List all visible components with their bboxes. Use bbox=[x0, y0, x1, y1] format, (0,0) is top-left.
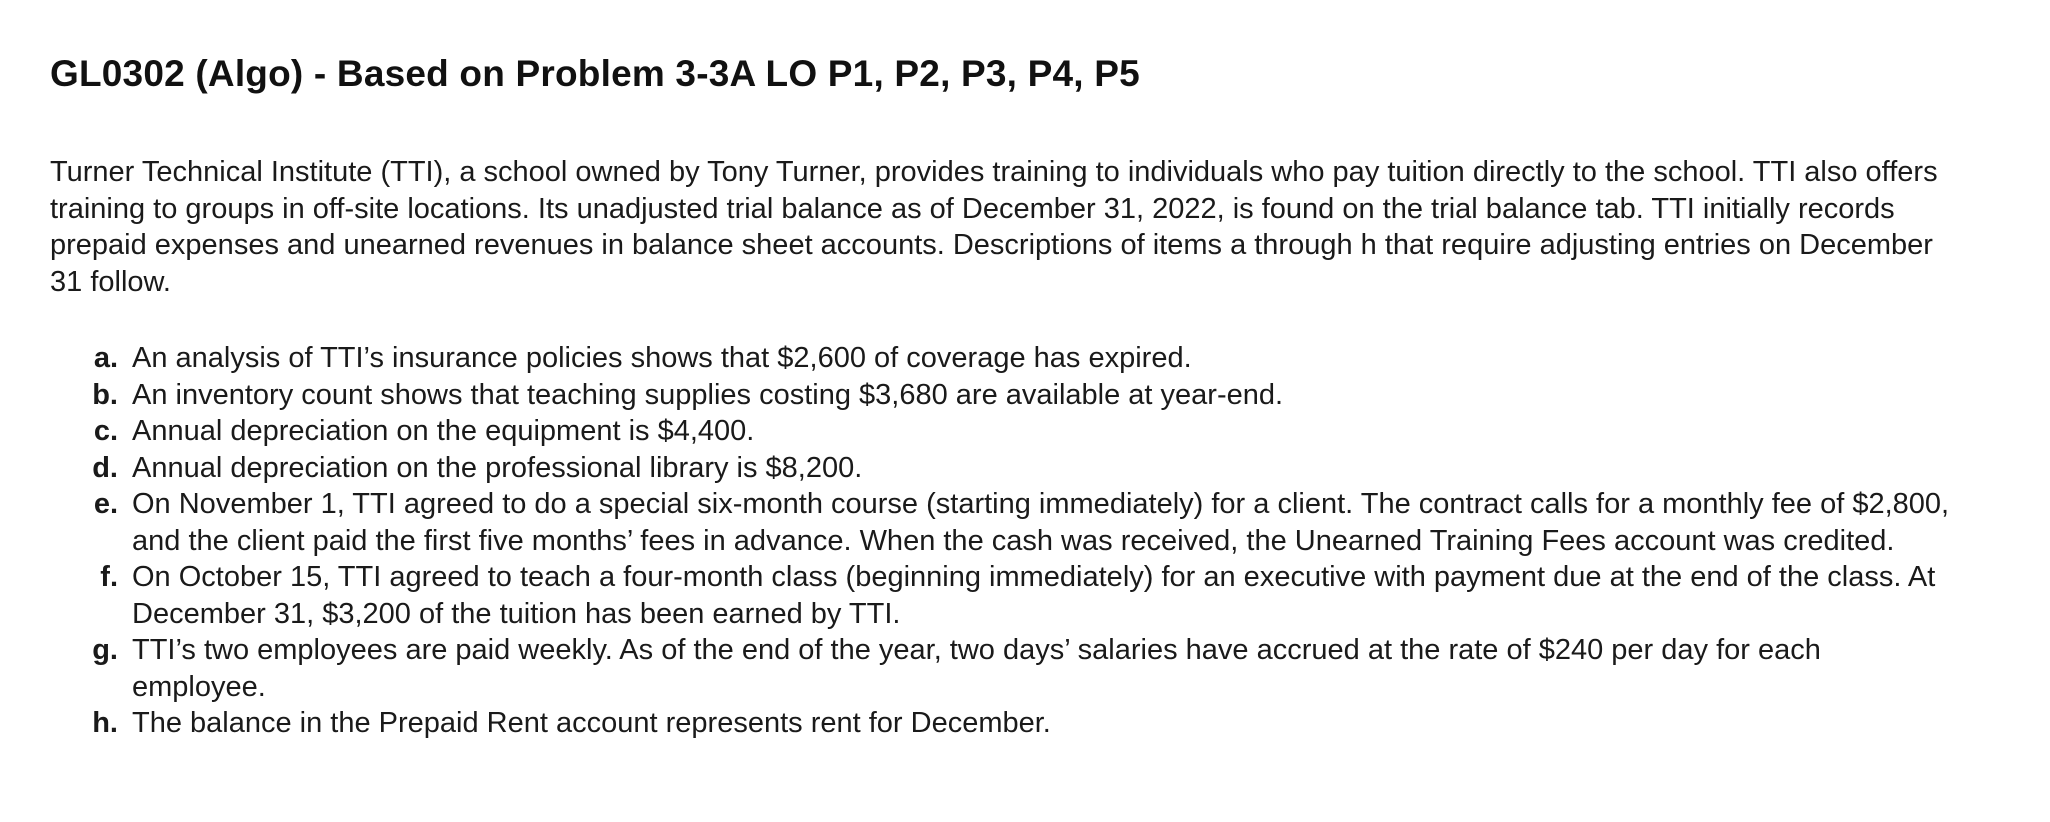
list-item bbox=[50, 450, 1980, 487]
item-letter: d. bbox=[92, 451, 118, 484]
list-item bbox=[50, 705, 1980, 742]
list-item bbox=[50, 486, 1980, 559]
item-letter: b. bbox=[92, 378, 118, 411]
item-text: Annual depreciation on the equipment is $4,400. bbox=[132, 415, 755, 447]
item-text: An inventory count shows that teaching supplies costing $3,680 are available at year-end. bbox=[132, 378, 1284, 411]
adjustment-items-list bbox=[50, 340, 1980, 742]
list-item bbox=[50, 377, 1980, 414]
intro-paragraph: Turner Technical Institute (TTI), a school owned by Tony Turner, provides training to individuals who pay tuition directly to the school. TTI also offers training to groups in off-site locations. Its unadjusted trial balance as of December 31, 2022, is found on the trial balance tab. TTI initially records prepaid expenses and unearned revenues in balance sheet accounts. Descriptions of items a through h that require adjusting entries on December 31 follow. bbox=[50, 156, 1938, 298]
list-item bbox=[50, 413, 1980, 450]
list-item bbox=[50, 340, 1980, 377]
item-letter: c. bbox=[93, 415, 118, 447]
problem-document bbox=[50, 52, 1980, 742]
list-item bbox=[50, 559, 1980, 632]
item-text: An analysis of TTI’s insurance policies shows that $2,600 of coverage has expired. bbox=[132, 342, 1192, 374]
page-title: GL0302 (Algo) - Based on Problem 3-3A LO P1, P2, P3, P4, P5 bbox=[50, 53, 1140, 94]
item-text: On November 1, TTI agreed to do a special six-month course (starting immediately) for a client. The contract calls for a monthly fee of $2,800, and the client paid the first five months’ fees in advance. When the cash was received, the Unearned Training Fees account was credited. bbox=[132, 488, 1950, 557]
list-item bbox=[50, 632, 1980, 705]
item-text: TTI’s two employees are paid weekly. As of the end of the year, two days’ salaries have accrued at the rate of $240 per day for each employee. bbox=[132, 634, 1821, 703]
item-letter: e. bbox=[93, 488, 118, 520]
item-letter: f. bbox=[100, 561, 118, 593]
item-text: On October 15, TTI agreed to teach a four-month class (beginning immediately) for an executive with payment due at the end of the class. At December 31, $3,200 of the tuition has been earned by TTI. bbox=[132, 561, 1936, 630]
item-text: Annual depreciation on the professional library is $8,200. bbox=[132, 451, 863, 484]
item-text: The balance in the Prepaid Rent account represents rent for December. bbox=[132, 707, 1051, 739]
item-letter: g. bbox=[92, 634, 118, 666]
item-letter: h. bbox=[92, 707, 118, 739]
item-letter: a. bbox=[93, 342, 118, 374]
